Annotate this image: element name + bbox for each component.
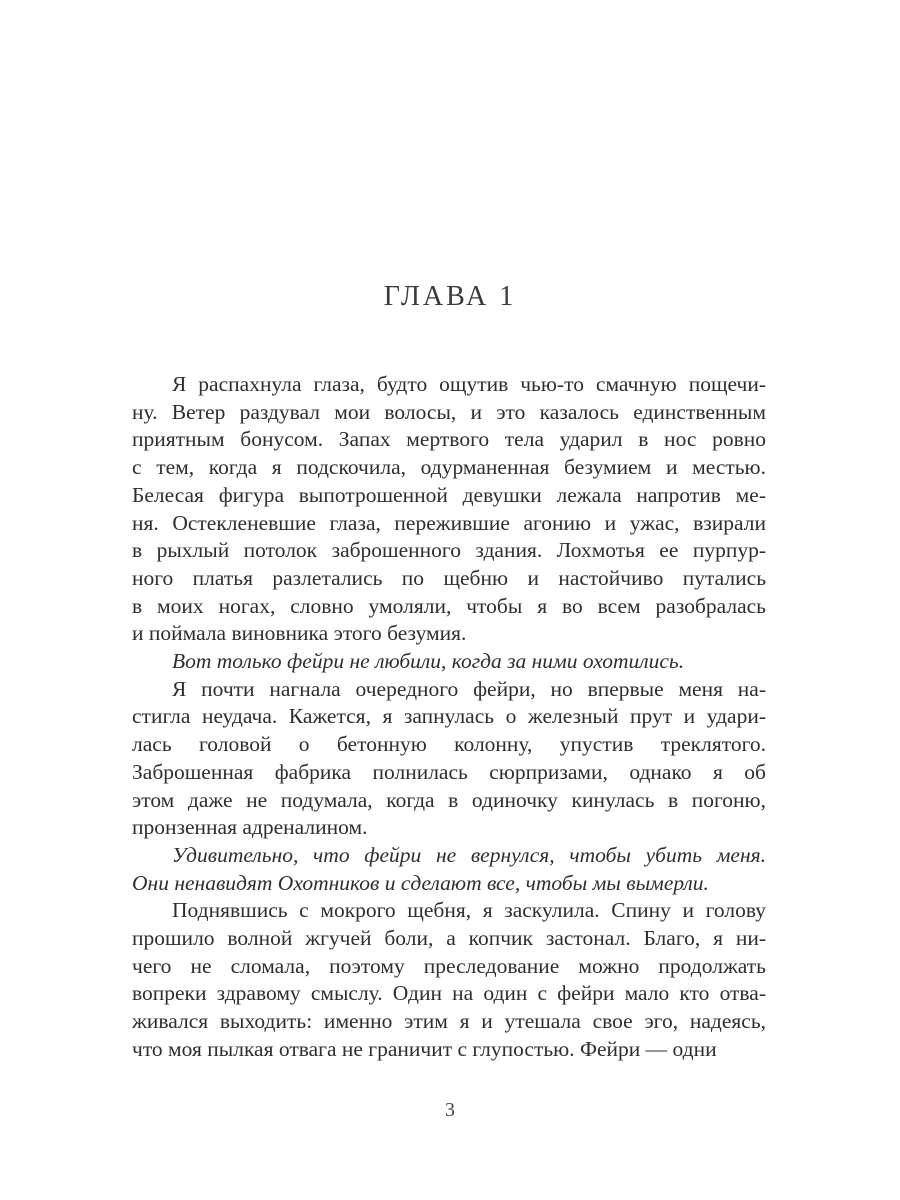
chapter-title: ГЛАВА 1 bbox=[383, 280, 517, 312]
page-number: 3 bbox=[445, 1099, 455, 1121]
text-line: Удивительно, что фейри не вернулся, чтобы убить меня. bbox=[172, 842, 766, 867]
text-line: что моя пылкая отвага не граничит с глупостью. Фейри — одни bbox=[132, 1036, 717, 1061]
text-line: Вот только фейри не любили, когда за ними охотились. bbox=[172, 649, 685, 674]
text-line: вопреки здравому смыслу. Один на один с фейри мало кто отва- bbox=[132, 981, 766, 1006]
text-line: ного платья разлетались по щебню и настойчиво путались bbox=[132, 565, 766, 590]
paragraph-italic bbox=[132, 842, 766, 897]
text-line: Заброшенная фабрика полнилась сюрпризами, однако я об bbox=[132, 759, 766, 784]
text-line: ну. Ветер раздувал мои волосы, и это казалось единственным bbox=[132, 399, 766, 424]
text-line: и поймала виновника этого безумия. bbox=[132, 621, 467, 646]
text-line: чего не сломала, поэтому преследование можно продолжать bbox=[132, 953, 766, 978]
paragraph bbox=[132, 897, 766, 1063]
text-line: в моих ногах, словно умоляли, чтобы я во всем разобралась bbox=[132, 593, 766, 618]
paragraph bbox=[132, 676, 766, 842]
paragraph-italic bbox=[132, 648, 766, 676]
text-line: живался выходить: именно этим я и утешала свое эго, надеясь, bbox=[132, 1009, 766, 1034]
text-line: с тем, когда я подскочила, одурманенная безумием и местью. bbox=[132, 455, 766, 480]
text-line: Они ненавидят Охотников и сделают все, чтобы мы вымерли. bbox=[132, 870, 709, 895]
paragraph bbox=[132, 371, 766, 648]
text-line: приятным бонусом. Запах мертвого тела ударил в нос ровно bbox=[132, 427, 766, 452]
text-line: лась головой о бетонную колонну, упустив треклятого. bbox=[132, 732, 766, 757]
text-line: Я распахнула глаза, будто ощутив чью-то смачную пощечи- bbox=[172, 372, 766, 396]
text-line: пронзенная адреналином. bbox=[132, 815, 368, 840]
text-line: этом даже не подумала, когда в одиночку кинулась в погоню, bbox=[132, 787, 766, 812]
page-body bbox=[132, 371, 766, 1064]
text-line: ня. Остекленевшие глаза, пережившие агонию и ужас, взирали bbox=[132, 510, 766, 535]
text-line: Я почти нагнала очередного фейри, но впервые меня на- bbox=[172, 676, 766, 701]
text-line: стигла неудача. Кажется, я запнулась о железный прут и удари- bbox=[132, 704, 766, 729]
text-line: Белесая фигура выпотрошенной девушки лежала напротив ме- bbox=[132, 482, 766, 507]
text-line: Поднявшись с мокрого щебня, я заскулила. Спину и голову bbox=[172, 898, 766, 923]
text-line: прошило волной жгучей боли, а копчик застонал. Благо, я ни- bbox=[132, 926, 766, 951]
text-line: в рыхлый потолок заброшенного здания. Лохмотья ее пурпур- bbox=[132, 538, 766, 563]
